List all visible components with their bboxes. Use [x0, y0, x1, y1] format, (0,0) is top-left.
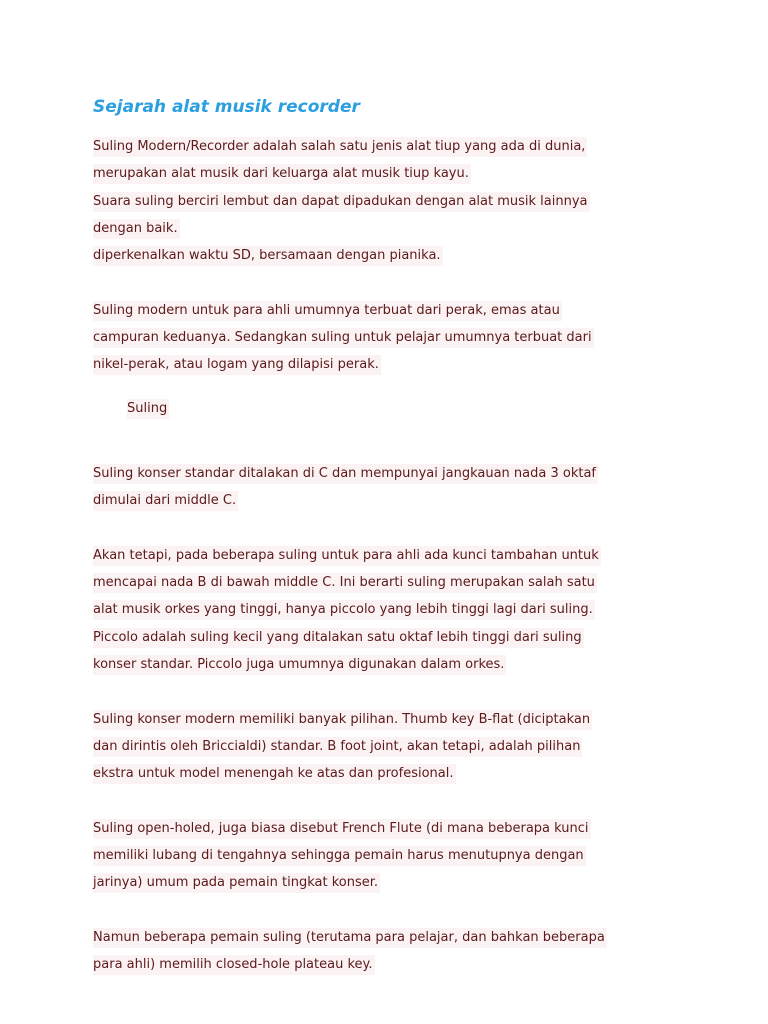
text-line: Suling Modern/Recorder adalah salah satu jenis alat tiup yang ada di dunia,	[93, 133, 733, 160]
text-line: Suling konser modern memiliki banyak pilihan. Thumb key B-flat (diciptakan	[93, 706, 733, 733]
text-line: dan dirintis oleh Briccialdi) standar. B foot joint, akan tetapi, adalah pilihan	[93, 733, 733, 760]
paragraph-open-holed	[93, 815, 733, 897]
text-line: Namun beberapa pemain suling (terutama para pelajar, dan bahkan beberapa	[93, 924, 733, 951]
text-line: Suling konser standar ditalakan di C dan mempunyai jangkauan nada 3 oktaf	[93, 460, 733, 487]
paragraph-material	[93, 297, 733, 379]
text-line: memiliki lubang di tengahnya sehingga pemain harus menutupnya dengan	[93, 842, 733, 869]
text-line: para ahli) memilih closed-hole plateau key.	[93, 951, 733, 978]
paragraph-range	[93, 542, 733, 678]
caption-text: Suling	[127, 395, 733, 422]
document-title: Sejarah alat musik recorder	[93, 97, 360, 117]
text-line: ekstra untuk model menengah ke atas dan profesional.	[93, 760, 733, 787]
paragraph-standard	[93, 460, 733, 515]
text-line: Akan tetapi, pada beberapa suling untuk para ahli ada kunci tambahan untuk	[93, 542, 733, 569]
text-line: dimulai dari middle C.	[93, 487, 733, 514]
paragraph-closed-hole	[93, 924, 733, 979]
text-line: Suling open-holed, juga biasa disebut French Flute (di mana beberapa kunci	[93, 815, 733, 842]
text-line: merupakan alat musik dari keluarga alat musik tiup kayu.	[93, 160, 733, 187]
text-line: nikel-perak, atau logam yang dilapisi perak.	[93, 351, 733, 378]
text-line: Suara suling berciri lembut dan dapat dipadukan dengan alat musik lainnya	[93, 188, 733, 215]
document-page	[93, 95, 733, 979]
text-line: diperkenalkan waktu SD, bersamaan dengan pianika.	[93, 242, 733, 269]
text-line: jarinya) umum pada pemain tingkat konser.	[93, 869, 733, 896]
text-line: alat musik orkes yang tinggi, hanya piccolo yang lebih tinggi lagi dari suling.	[93, 596, 733, 623]
text-line: dengan baik.	[93, 215, 733, 242]
paragraph-intro	[93, 133, 733, 269]
text-line: mencapai nada B di bawah middle C. Ini berarti suling merupakan salah satu	[93, 569, 733, 596]
text-line: Piccolo adalah suling kecil yang ditalakan satu oktaf lebih tinggi dari suling	[93, 624, 733, 651]
text-line: Suling modern untuk para ahli umumnya terbuat dari perak, emas atau	[93, 297, 733, 324]
image-caption	[93, 395, 733, 422]
paragraph-options	[93, 706, 733, 788]
text-line: konser standar. Piccolo juga umumnya digunakan dalam orkes.	[93, 651, 733, 678]
text-line: campuran keduanya. Sedangkan suling untuk pelajar umumnya terbuat dari	[93, 324, 733, 351]
